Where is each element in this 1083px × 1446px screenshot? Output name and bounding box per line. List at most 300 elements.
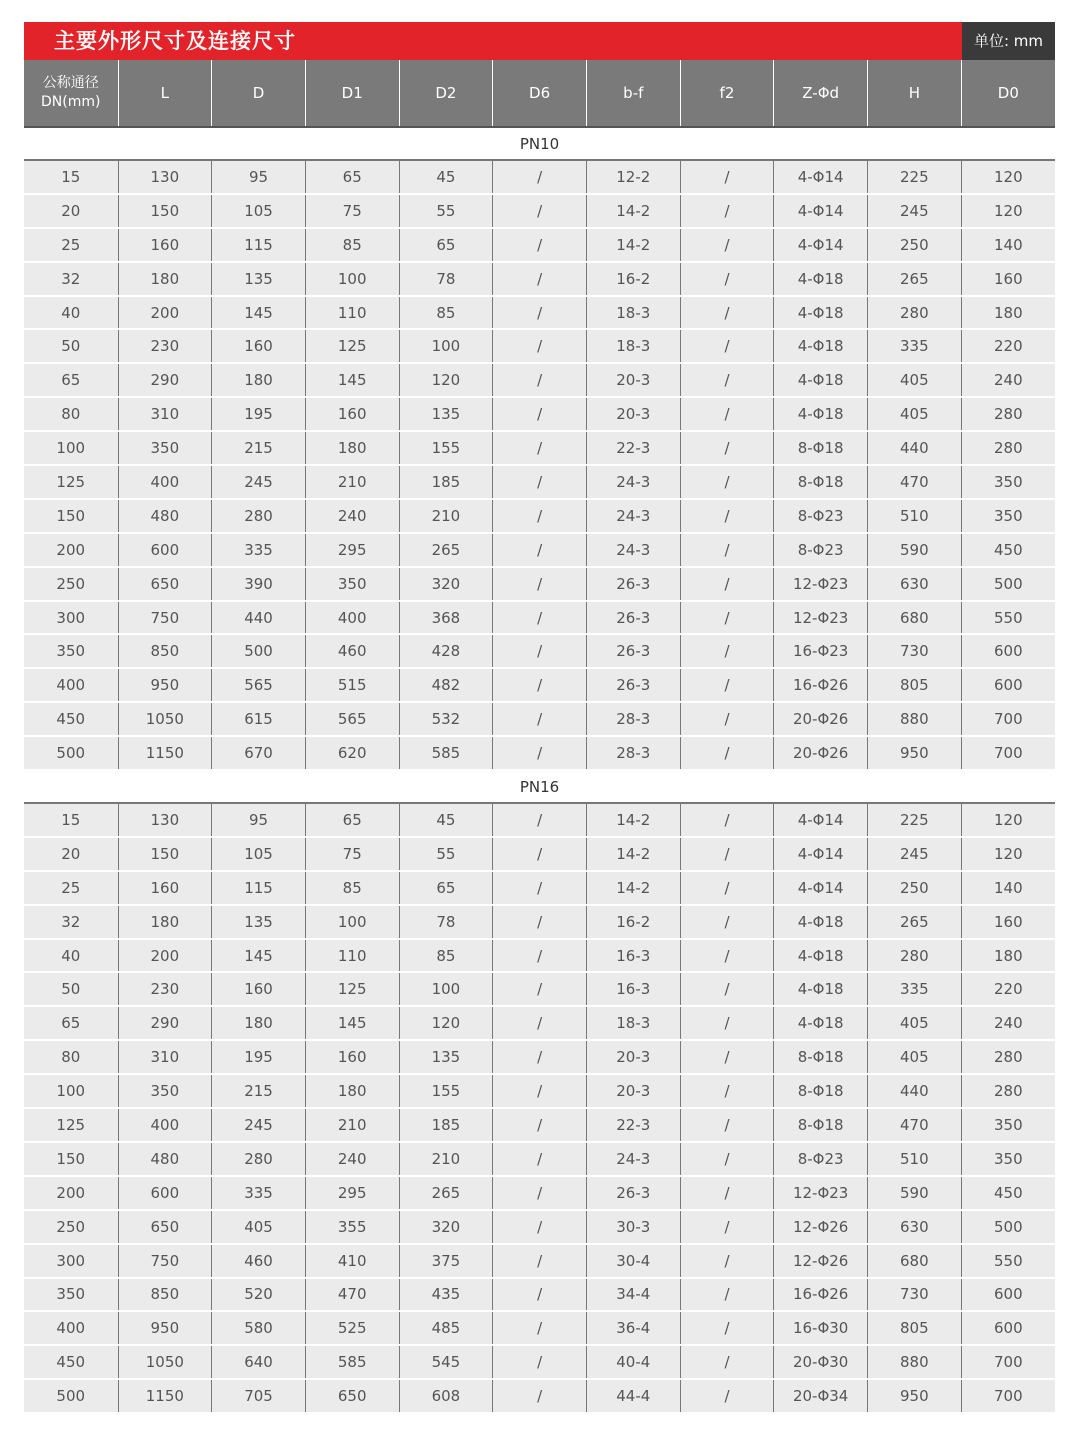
table-cell: 4-Φ14 [774, 803, 868, 837]
table-cell: 705 [212, 1379, 306, 1413]
table-cell: 210 [305, 1108, 399, 1142]
table-cell: 615 [212, 702, 306, 736]
table-cell: 250 [868, 871, 962, 905]
table-row [24, 465, 1055, 499]
table-cell: 65 [24, 363, 118, 397]
table-cell: 14-2 [586, 803, 680, 837]
table-row [24, 1176, 1055, 1210]
table-cell: 140 [961, 871, 1055, 905]
table-cell: / [680, 533, 774, 567]
table-cell: 16-2 [586, 262, 680, 296]
table-cell: 470 [868, 1108, 962, 1142]
table-body [24, 128, 1055, 1414]
table-cell: 750 [118, 1244, 212, 1278]
header-d2: D2 [399, 60, 493, 126]
header-d1: D1 [305, 60, 399, 126]
table-cell: 24-3 [586, 499, 680, 533]
table-cell: 368 [399, 601, 493, 635]
table-cell: 110 [305, 296, 399, 330]
table-cell: 355 [305, 1210, 399, 1244]
table-cell: 16-Φ26 [774, 668, 868, 702]
table-cell: 600 [118, 533, 212, 567]
table-cell: 950 [118, 668, 212, 702]
table-cell: 1050 [118, 702, 212, 736]
table-cell: / [493, 905, 587, 939]
table-cell: 880 [868, 1345, 962, 1379]
table-cell: 4-Φ14 [774, 228, 868, 262]
table-cell: 14-2 [586, 194, 680, 228]
table-cell: 400 [24, 1311, 118, 1345]
table-cell: 620 [305, 736, 399, 770]
table-cell: 4-Φ14 [774, 837, 868, 871]
table-cell: 230 [118, 329, 212, 363]
table-cell: 145 [305, 363, 399, 397]
table-cell: 230 [118, 972, 212, 1006]
table-cell: 26-3 [586, 668, 680, 702]
table-cell: 20 [24, 837, 118, 871]
table-cell: / [493, 1108, 587, 1142]
table-cell: 78 [399, 262, 493, 296]
table-cell: 265 [868, 905, 962, 939]
table-cell: 115 [212, 871, 306, 905]
table-cell: 4-Φ18 [774, 972, 868, 1006]
table-cell: / [680, 837, 774, 871]
table-cell: 120 [961, 160, 1055, 194]
table-cell: 15 [24, 803, 118, 837]
table-row [24, 1040, 1055, 1074]
table-cell: 34-4 [586, 1278, 680, 1312]
table-cell: 32 [24, 262, 118, 296]
table-cell: 805 [868, 1311, 962, 1345]
table-cell: 4-Φ14 [774, 871, 868, 905]
table-cell: 335 [868, 972, 962, 1006]
table-cell: 12-2 [586, 160, 680, 194]
table-cell: / [493, 1176, 587, 1210]
table-row [24, 431, 1055, 465]
table-cell: 145 [212, 296, 306, 330]
table-cell: 580 [212, 1311, 306, 1345]
table-cell: 320 [399, 1210, 493, 1244]
table-cell: 45 [399, 803, 493, 837]
table-cell: / [493, 1210, 587, 1244]
table-cell: 135 [399, 1040, 493, 1074]
table-row [24, 1345, 1055, 1379]
table-cell: 250 [868, 228, 962, 262]
table-cell: 250 [24, 1210, 118, 1244]
table-cell: 45 [399, 160, 493, 194]
dimensions-table [24, 60, 1055, 1414]
table-cell: 410 [305, 1244, 399, 1278]
table-cell: 350 [961, 1142, 1055, 1176]
table-cell: 950 [868, 1379, 962, 1413]
table-cell: 16-Φ30 [774, 1311, 868, 1345]
table-row [24, 262, 1055, 296]
header-z-d: Z-Φd [774, 60, 868, 126]
header-d: D [212, 60, 306, 126]
table-cell: 4-Φ18 [774, 363, 868, 397]
table-cell: 26-3 [586, 634, 680, 668]
table-cell: 700 [961, 1345, 1055, 1379]
table-cell: 105 [212, 194, 306, 228]
table-cell: 200 [118, 296, 212, 330]
table-row [24, 1074, 1055, 1108]
table-cell: 850 [118, 1278, 212, 1312]
table-cell: 600 [961, 1311, 1055, 1345]
table-cell: / [493, 601, 587, 635]
table-cell: 20-Φ34 [774, 1379, 868, 1413]
table-cell: 485 [399, 1311, 493, 1345]
table-cell: 1150 [118, 1379, 212, 1413]
table-cell: 20-Φ26 [774, 702, 868, 736]
table-cell: 65 [399, 228, 493, 262]
table-cell: 470 [305, 1278, 399, 1312]
table-cell: 115 [212, 228, 306, 262]
table-cell: 18-3 [586, 296, 680, 330]
table-cell: 26-3 [586, 601, 680, 635]
section-end-rule [24, 1413, 1055, 1414]
table-cell: 225 [868, 160, 962, 194]
table-cell: 16-2 [586, 905, 680, 939]
table-cell: 280 [212, 1142, 306, 1176]
table-cell: / [493, 431, 587, 465]
table-row [24, 837, 1055, 871]
table-cell: 280 [961, 1040, 1055, 1074]
table-row [24, 803, 1055, 837]
table-cell: 75 [305, 194, 399, 228]
table-cell: 44-4 [586, 1379, 680, 1413]
table-cell: 630 [868, 1210, 962, 1244]
table-cell: 135 [212, 905, 306, 939]
table-cell: 75 [305, 837, 399, 871]
header-dn-line1: 公称通径 [42, 75, 99, 91]
table-cell: 265 [399, 1176, 493, 1210]
table-cell: 225 [868, 803, 962, 837]
table-cell: 80 [24, 397, 118, 431]
table-cell: 608 [399, 1379, 493, 1413]
table-cell: 160 [118, 871, 212, 905]
header-d6: D6 [493, 60, 587, 126]
table-cell: 180 [212, 363, 306, 397]
table-cell: 16-Φ26 [774, 1278, 868, 1312]
table-cell: 50 [24, 972, 118, 1006]
table-cell: / [680, 567, 774, 601]
table-cell: 1150 [118, 736, 212, 770]
table-cell: 550 [961, 1244, 1055, 1278]
table-cell: 20-3 [586, 1040, 680, 1074]
table-cell: 12-Φ26 [774, 1244, 868, 1278]
table-cell: / [680, 1345, 774, 1379]
table-cell: / [493, 465, 587, 499]
table-cell: 295 [305, 533, 399, 567]
table-cell: 160 [212, 329, 306, 363]
table-cell: / [493, 1040, 587, 1074]
table-cell: 30-3 [586, 1210, 680, 1244]
table-cell: 160 [961, 262, 1055, 296]
title-bar [24, 22, 1055, 60]
table-cell: / [680, 1379, 774, 1413]
table-cell: 4-Φ18 [774, 905, 868, 939]
table-cell: 600 [961, 634, 1055, 668]
table-cell: 125 [305, 972, 399, 1006]
table-cell: 405 [868, 363, 962, 397]
table-cell: 155 [399, 1074, 493, 1108]
table-cell: 532 [399, 702, 493, 736]
table-cell: 150 [118, 837, 212, 871]
table-cell: / [493, 228, 587, 262]
table-row [24, 668, 1055, 702]
table-cell: 16-3 [586, 972, 680, 1006]
table-cell: 95 [212, 160, 306, 194]
table-cell: 125 [305, 329, 399, 363]
table-row [24, 533, 1055, 567]
table-cell: 20-Φ26 [774, 736, 868, 770]
table-cell: / [680, 803, 774, 837]
table-cell: 8-Φ18 [774, 1108, 868, 1142]
table-cell: 210 [399, 499, 493, 533]
table-row [24, 1006, 1055, 1040]
table-cell: / [680, 1278, 774, 1312]
table-cell: 350 [961, 499, 1055, 533]
table-cell: 65 [305, 160, 399, 194]
table-cell: / [493, 939, 587, 973]
table-cell: 525 [305, 1311, 399, 1345]
table-cell: / [680, 160, 774, 194]
table-cell: 4-Φ18 [774, 329, 868, 363]
table-cell: 16-3 [586, 939, 680, 973]
table-cell: 510 [868, 1142, 962, 1176]
table-cell: 350 [24, 1278, 118, 1312]
table-cell: 145 [212, 939, 306, 973]
table-cell: 200 [118, 939, 212, 973]
table-cell: 180 [961, 939, 1055, 973]
table-cell: 670 [212, 736, 306, 770]
table-cell: 300 [24, 1244, 118, 1278]
table-cell: 400 [24, 668, 118, 702]
table-cell: 950 [118, 1311, 212, 1345]
table-cell: / [680, 1176, 774, 1210]
table-cell: 265 [399, 533, 493, 567]
table-cell: 55 [399, 194, 493, 228]
table-cell: 14-2 [586, 837, 680, 871]
table-cell: 55 [399, 837, 493, 871]
table-cell: 1050 [118, 1345, 212, 1379]
table-cell: 30-4 [586, 1244, 680, 1278]
table-cell: 180 [305, 431, 399, 465]
table-cell: 185 [399, 1108, 493, 1142]
spec-sheet [24, 22, 1055, 1414]
table-cell: 630 [868, 567, 962, 601]
table-cell: 350 [24, 634, 118, 668]
table-cell: 130 [118, 803, 212, 837]
table-cell: 120 [961, 837, 1055, 871]
table-cell: 400 [118, 465, 212, 499]
unit-label: 单位: mm [962, 22, 1055, 60]
table-row [24, 1311, 1055, 1345]
table-cell: 405 [868, 1040, 962, 1074]
table-cell: 14-2 [586, 228, 680, 262]
table-cell: 730 [868, 1278, 962, 1312]
table-cell: 300 [24, 601, 118, 635]
table-cell: 12-Φ26 [774, 1210, 868, 1244]
table-cell: 4-Φ18 [774, 262, 868, 296]
table-row [24, 160, 1055, 194]
table-cell: 4-Φ18 [774, 1006, 868, 1040]
table-cell: 180 [212, 1006, 306, 1040]
table-cell: / [680, 871, 774, 905]
page-title: 主要外形尺寸及连接尺寸 [24, 22, 962, 60]
table-cell: / [680, 499, 774, 533]
table-row [24, 702, 1055, 736]
header-f2: f2 [680, 60, 774, 126]
table-cell: 150 [118, 194, 212, 228]
table-cell: 750 [118, 601, 212, 635]
table-header [24, 60, 1055, 128]
table-cell: 480 [118, 499, 212, 533]
table-cell: 565 [305, 702, 399, 736]
table-cell: / [680, 1108, 774, 1142]
table-cell: 20-Φ30 [774, 1345, 868, 1379]
table-cell: 280 [961, 397, 1055, 431]
table-cell: 40 [24, 296, 118, 330]
table-row [24, 363, 1055, 397]
table-cell: 180 [305, 1074, 399, 1108]
table-cell: 550 [961, 601, 1055, 635]
table-cell: 145 [305, 1006, 399, 1040]
table-cell: 405 [868, 397, 962, 431]
table-cell: / [493, 567, 587, 601]
table-cell: 590 [868, 1176, 962, 1210]
table-cell: 245 [868, 194, 962, 228]
table-cell: 210 [305, 465, 399, 499]
table-cell: 335 [212, 1176, 306, 1210]
table-cell: / [680, 939, 774, 973]
table-cell: 8-Φ23 [774, 533, 868, 567]
table-cell: 8-Φ18 [774, 431, 868, 465]
table-cell: 435 [399, 1278, 493, 1312]
table-cell: 700 [961, 736, 1055, 770]
table-cell: 460 [305, 634, 399, 668]
table-cell: 350 [305, 567, 399, 601]
table-cell: 8-Φ18 [774, 1040, 868, 1074]
table-cell: / [493, 1345, 587, 1379]
table-cell: 12-Φ23 [774, 601, 868, 635]
table-cell: 155 [399, 431, 493, 465]
table-cell: 520 [212, 1278, 306, 1312]
table-cell: / [680, 1040, 774, 1074]
table-cell: 20-3 [586, 363, 680, 397]
table-cell: 4-Φ18 [774, 397, 868, 431]
table-cell: 585 [305, 1345, 399, 1379]
table-cell: 450 [24, 1345, 118, 1379]
table-cell: 215 [212, 431, 306, 465]
table-cell: 640 [212, 1345, 306, 1379]
table-cell: / [680, 465, 774, 499]
table-cell: 450 [961, 1176, 1055, 1210]
table-cell: 290 [118, 363, 212, 397]
table-row [24, 1278, 1055, 1312]
table-cell: 680 [868, 601, 962, 635]
table-cell: 26-3 [586, 567, 680, 601]
table-cell: 310 [118, 1040, 212, 1074]
table-cell: 65 [24, 1006, 118, 1040]
table-cell: 680 [868, 1244, 962, 1278]
table-cell: 100 [305, 262, 399, 296]
table-cell: / [493, 837, 587, 871]
table-cell: 510 [868, 499, 962, 533]
table-cell: 22-3 [586, 1108, 680, 1142]
table-cell: / [680, 1074, 774, 1108]
table-cell: / [680, 1210, 774, 1244]
table-cell: 180 [118, 905, 212, 939]
table-cell: 20-3 [586, 397, 680, 431]
table-cell: 405 [212, 1210, 306, 1244]
table-cell: / [493, 736, 587, 770]
table-cell: 24-3 [586, 1142, 680, 1176]
table-cell: 650 [305, 1379, 399, 1413]
table-cell: 160 [118, 228, 212, 262]
table-row [24, 194, 1055, 228]
table-cell: 850 [118, 634, 212, 668]
table-cell: / [493, 533, 587, 567]
table-cell: 950 [868, 736, 962, 770]
table-cell: 130 [118, 160, 212, 194]
table-cell: 375 [399, 1244, 493, 1278]
table-cell: 500 [24, 1379, 118, 1413]
header-dn-line2: DN(mm) [41, 94, 101, 110]
table-cell: 200 [24, 533, 118, 567]
table-cell: 100 [399, 329, 493, 363]
table-cell: 20 [24, 194, 118, 228]
header-d0: D0 [961, 60, 1055, 126]
table-cell: / [680, 634, 774, 668]
table-cell: 120 [399, 1006, 493, 1040]
table-cell: 500 [961, 1210, 1055, 1244]
table-cell: 4-Φ14 [774, 160, 868, 194]
table-cell: 335 [212, 533, 306, 567]
table-cell: / [680, 905, 774, 939]
table-cell: / [493, 972, 587, 1006]
table-cell: / [493, 634, 587, 668]
table-cell: 78 [399, 905, 493, 939]
table-cell: 65 [399, 871, 493, 905]
table-cell: 700 [961, 1379, 1055, 1413]
table-cell: 320 [399, 567, 493, 601]
table-cell: 290 [118, 1006, 212, 1040]
table-cell: / [493, 1244, 587, 1278]
table-cell: 650 [118, 1210, 212, 1244]
table-cell: 350 [961, 1108, 1055, 1142]
table-cell: 100 [24, 1074, 118, 1108]
table-cell: 14-2 [586, 871, 680, 905]
table-cell: 350 [118, 1074, 212, 1108]
table-cell: / [493, 160, 587, 194]
table-cell: 18-3 [586, 329, 680, 363]
table-cell: 195 [212, 1040, 306, 1074]
table-cell: 100 [24, 431, 118, 465]
table-cell: 4-Φ14 [774, 194, 868, 228]
table-cell: / [680, 363, 774, 397]
table-cell: 160 [212, 972, 306, 1006]
table-cell: 125 [24, 465, 118, 499]
table-cell: 880 [868, 702, 962, 736]
table-cell: 440 [868, 431, 962, 465]
section-label: PN10 [24, 128, 1055, 160]
table-row [24, 871, 1055, 905]
table-cell: 500 [24, 736, 118, 770]
table-cell: / [493, 871, 587, 905]
table-cell: 730 [868, 634, 962, 668]
table-cell: / [680, 329, 774, 363]
